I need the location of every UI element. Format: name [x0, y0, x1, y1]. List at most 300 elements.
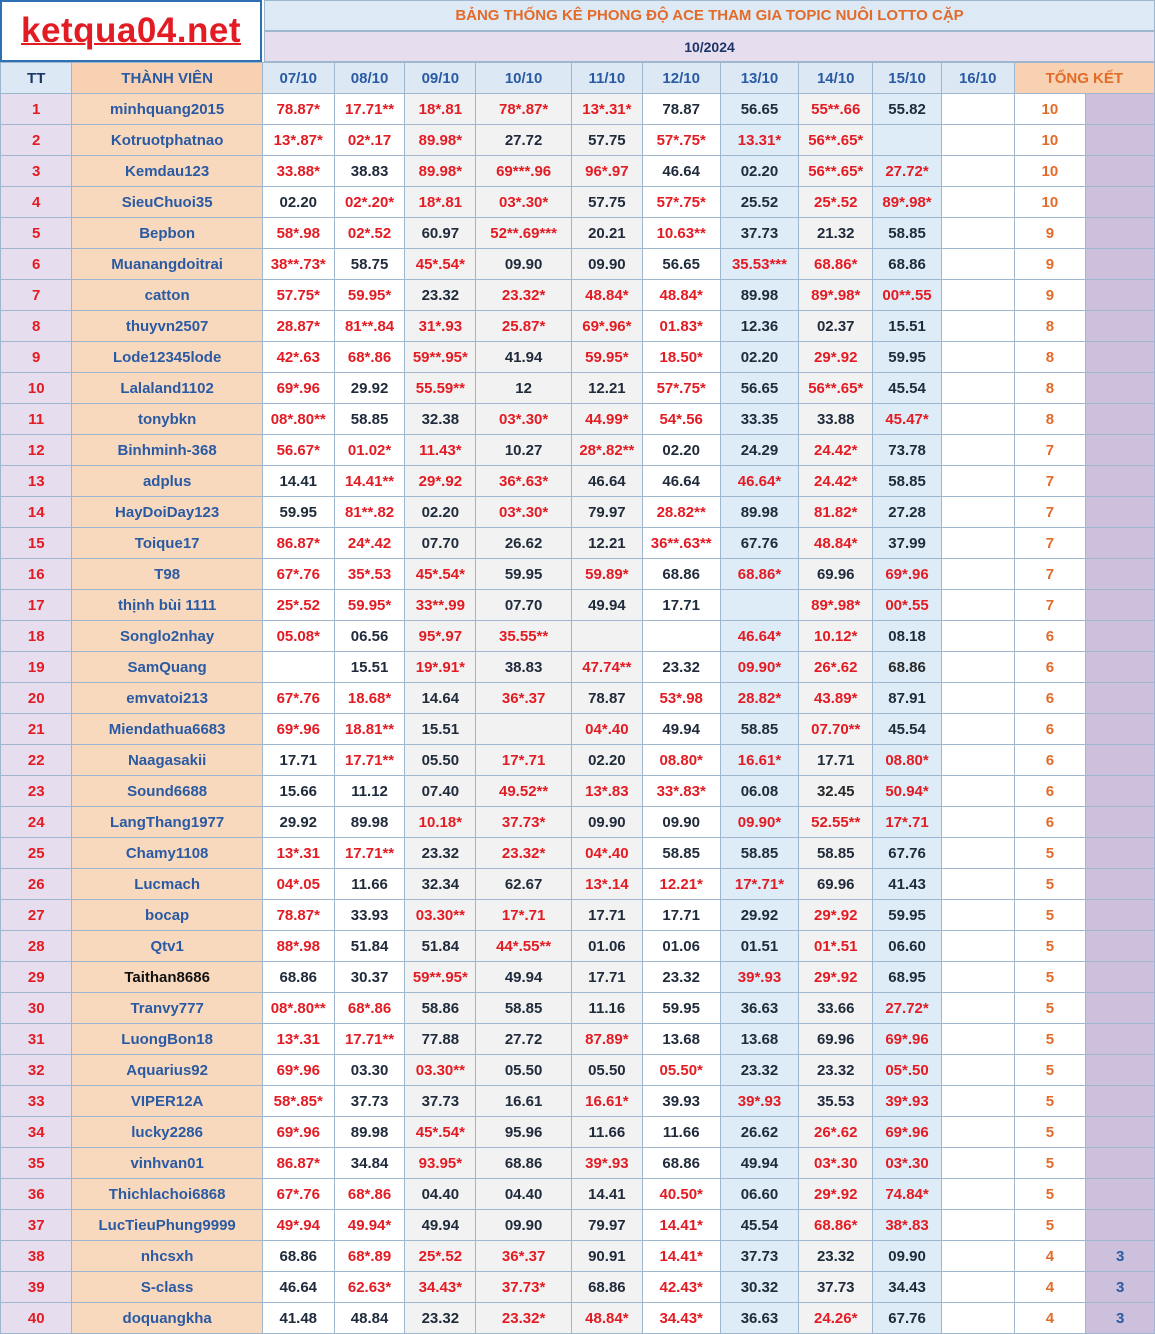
member-name[interactable]: nhcsxh	[72, 1241, 262, 1272]
member-name[interactable]: Lalaland1102	[72, 373, 262, 404]
score-cell	[941, 714, 1014, 745]
table-row	[1, 1241, 1155, 1272]
member-name[interactable]: HayDoiDay123	[72, 497, 262, 528]
score-cell: 34.43*	[642, 1303, 720, 1334]
summary-extra	[1086, 776, 1155, 807]
row-number: 36	[1, 1179, 72, 1210]
score-cell: 17*.71	[873, 807, 942, 838]
total-score: 10	[1014, 94, 1086, 125]
score-cell	[941, 1241, 1014, 1272]
table-row	[1, 373, 1155, 404]
score-cell: 67.76	[720, 528, 799, 559]
score-cell: 01.06	[571, 931, 642, 962]
score-cell: 07.70	[476, 590, 572, 621]
score-cell	[941, 373, 1014, 404]
score-cell: 35*.53	[334, 559, 405, 590]
score-cell	[941, 497, 1014, 528]
score-cell: 03*.30*	[476, 497, 572, 528]
score-cell	[941, 1055, 1014, 1086]
total-score: 6	[1014, 745, 1086, 776]
score-cell: 39*.93	[571, 1148, 642, 1179]
score-cell: 14.41	[262, 466, 334, 497]
score-cell: 69*.96	[873, 1117, 942, 1148]
score-cell	[941, 621, 1014, 652]
member-name[interactable]: Kotruotphatnao	[72, 125, 262, 156]
score-cell: 68.86	[262, 962, 334, 993]
score-cell: 13*.14	[571, 869, 642, 900]
score-cell: 11.66	[571, 1117, 642, 1148]
total-score: 5	[1014, 1210, 1086, 1241]
score-cell: 49.94	[476, 962, 572, 993]
score-cell: 59.89*	[571, 559, 642, 590]
score-cell: 59.95	[642, 993, 720, 1024]
score-cell: 04.40	[476, 1179, 572, 1210]
title-text: BẢNG THỐNG KÊ PHONG ĐỘ ACE THAM GIA TOPIC NUÔI LOTTO CẶP	[455, 7, 964, 24]
score-cell: 37.73*	[476, 1272, 572, 1303]
logo-text: ketqua04.net	[21, 11, 241, 50]
member-name[interactable]: catton	[72, 280, 262, 311]
member-name[interactable]: bocap	[72, 900, 262, 931]
score-cell: 29*.92	[799, 900, 873, 931]
table-row	[1, 962, 1155, 993]
score-cell: 45.54	[873, 714, 942, 745]
member-name[interactable]: Lode12345lode	[72, 342, 262, 373]
score-cell: 24*.42	[334, 528, 405, 559]
score-cell: 58.85	[642, 838, 720, 869]
total-score: 8	[1014, 311, 1086, 342]
score-cell	[941, 249, 1014, 280]
total-score: 6	[1014, 776, 1086, 807]
score-cell: 13*.31	[262, 1024, 334, 1055]
member-name[interactable]: minhquang2015	[72, 94, 262, 125]
score-cell: 04*.40	[571, 838, 642, 869]
score-cell: 68.86	[476, 1148, 572, 1179]
score-cell	[941, 683, 1014, 714]
score-cell: 49.94	[405, 1210, 476, 1241]
score-cell: 26.62	[476, 528, 572, 559]
score-cell: 37.99	[873, 528, 942, 559]
table-row	[1, 1148, 1155, 1179]
summary-extra	[1086, 94, 1155, 125]
score-cell: 47.74**	[571, 652, 642, 683]
row-number: 25	[1, 838, 72, 869]
score-cell: 60.97	[405, 218, 476, 249]
table-row	[1, 125, 1155, 156]
score-cell	[873, 125, 942, 156]
stats-table	[0, 62, 1155, 1334]
summary-extra	[1086, 187, 1155, 218]
row-number: 33	[1, 1086, 72, 1117]
member-name[interactable]: Songlo2nhay	[72, 621, 262, 652]
table-row	[1, 559, 1155, 590]
score-cell: 02.20	[405, 497, 476, 528]
member-name[interactable]: Muanangdoitrai	[72, 249, 262, 280]
member-name[interactable]: Aquarius92	[72, 1055, 262, 1086]
score-cell: 20.21	[571, 218, 642, 249]
score-cell: 59.95	[262, 497, 334, 528]
row-number: 21	[1, 714, 72, 745]
score-cell: 49.94*	[334, 1210, 405, 1241]
row-number: 12	[1, 435, 72, 466]
score-cell: 69***.96	[476, 156, 572, 187]
row-number: 10	[1, 373, 72, 404]
table-row	[1, 94, 1155, 125]
score-cell: 89*.98*	[799, 590, 873, 621]
score-cell: 07.40	[405, 776, 476, 807]
score-cell: 03*.30*	[476, 404, 572, 435]
row-number: 35	[1, 1148, 72, 1179]
score-cell: 73.78	[873, 435, 942, 466]
score-cell: 68*.89	[334, 1241, 405, 1272]
score-cell: 35.53	[799, 1086, 873, 1117]
score-cell: 12.21	[571, 373, 642, 404]
score-cell	[941, 1148, 1014, 1179]
summary-extra	[1086, 931, 1155, 962]
summary-extra	[1086, 1055, 1155, 1086]
score-cell: 81**.84	[334, 311, 405, 342]
score-cell: 49.94	[720, 1148, 799, 1179]
table-row	[1, 1055, 1155, 1086]
summary-extra	[1086, 497, 1155, 528]
member-name[interactable]: thịnh bùi 1111	[72, 590, 262, 621]
summary-extra	[1086, 125, 1155, 156]
score-cell: 18.50*	[642, 342, 720, 373]
member-name[interactable]: SieuChuoi35	[72, 187, 262, 218]
total-score: 4	[1014, 1272, 1086, 1303]
member-name[interactable]: doquangkha	[72, 1303, 262, 1334]
score-cell	[941, 745, 1014, 776]
summary-extra	[1086, 528, 1155, 559]
member-name[interactable]: T98	[72, 559, 262, 590]
score-cell: 12.36	[720, 311, 799, 342]
score-cell: 58.85	[720, 838, 799, 869]
score-cell: 06.56	[334, 621, 405, 652]
member-name[interactable]: Sound6688	[72, 776, 262, 807]
member-name[interactable]: vinhvan01	[72, 1148, 262, 1179]
total-score: 7	[1014, 559, 1086, 590]
score-cell: 48.84*	[571, 280, 642, 311]
score-cell: 69*.96	[262, 1055, 334, 1086]
member-name[interactable]: Thichlachoi6868	[72, 1179, 262, 1210]
total-score: 5	[1014, 1055, 1086, 1086]
member-name[interactable]: tonybkn	[72, 404, 262, 435]
member-name[interactable]: Taithan8686	[72, 962, 262, 993]
score-cell: 17.71	[571, 962, 642, 993]
score-cell: 62.63*	[334, 1272, 405, 1303]
table-row	[1, 1024, 1155, 1055]
score-cell: 58.85	[873, 218, 942, 249]
table-row	[1, 280, 1155, 311]
score-cell	[941, 466, 1014, 497]
summary-extra	[1086, 714, 1155, 745]
summary-extra	[1086, 249, 1155, 280]
score-cell: 52**.69***	[476, 218, 572, 249]
score-cell: 33.88*	[262, 156, 334, 187]
header-summary: TỔNG KẾT	[1014, 63, 1154, 94]
score-cell: 29.92	[720, 900, 799, 931]
row-number: 2	[1, 125, 72, 156]
member-name[interactable]: LuongBon18	[72, 1024, 262, 1055]
score-cell: 33**.99	[405, 590, 476, 621]
summary-extra	[1086, 1179, 1155, 1210]
score-cell: 67*.76	[262, 683, 334, 714]
summary-extra: 3	[1086, 1272, 1155, 1303]
table-row	[1, 900, 1155, 931]
member-name[interactable]: lucky2286	[72, 1117, 262, 1148]
score-cell: 68.86	[642, 1148, 720, 1179]
score-cell: 29.92	[262, 807, 334, 838]
header-date: 11/10	[571, 63, 642, 94]
score-cell: 08*.80**	[262, 404, 334, 435]
score-cell: 27.28	[873, 497, 942, 528]
member-name[interactable]: S-class	[72, 1272, 262, 1303]
table-row	[1, 528, 1155, 559]
score-cell: 38**.73*	[262, 249, 334, 280]
score-cell: 58.85	[799, 838, 873, 869]
score-cell: 23.32*	[476, 280, 572, 311]
score-cell: 17.71**	[334, 838, 405, 869]
score-cell: 29*.92	[799, 962, 873, 993]
score-cell: 41.94	[476, 342, 572, 373]
score-cell: 36.63	[720, 993, 799, 1024]
score-cell: 96*.97	[571, 156, 642, 187]
score-cell: 10.12*	[799, 621, 873, 652]
table-row	[1, 745, 1155, 776]
score-cell: 11.66	[334, 869, 405, 900]
member-name[interactable]: SamQuang	[72, 652, 262, 683]
summary-extra	[1086, 838, 1155, 869]
score-cell: 57.75*	[262, 280, 334, 311]
score-cell: 67.76	[873, 838, 942, 869]
member-name[interactable]: emvatoi213	[72, 683, 262, 714]
total-score: 7	[1014, 435, 1086, 466]
score-cell: 95.96	[476, 1117, 572, 1148]
row-number: 18	[1, 621, 72, 652]
row-number: 4	[1, 187, 72, 218]
score-cell: 14.41*	[642, 1241, 720, 1272]
score-cell: 16.61*	[571, 1086, 642, 1117]
score-cell: 13*.83	[571, 776, 642, 807]
score-cell: 48.84*	[799, 528, 873, 559]
score-cell: 34.43*	[405, 1272, 476, 1303]
score-cell: 36**.63**	[642, 528, 720, 559]
score-cell: 01.51	[720, 931, 799, 962]
member-name[interactable]: Lucmach	[72, 869, 262, 900]
member-name[interactable]: Kemdau123	[72, 156, 262, 187]
score-cell: 02.20	[571, 745, 642, 776]
table-row	[1, 404, 1155, 435]
score-cell: 30.32	[720, 1272, 799, 1303]
score-cell	[941, 1086, 1014, 1117]
score-cell: 09.90	[476, 1210, 572, 1241]
score-cell: 57.75	[571, 125, 642, 156]
score-cell: 18*.81	[405, 94, 476, 125]
row-number: 3	[1, 156, 72, 187]
summary-extra: 3	[1086, 1241, 1155, 1272]
row-number: 16	[1, 559, 72, 590]
member-name[interactable]: Qtv1	[72, 931, 262, 962]
row-number: 32	[1, 1055, 72, 1086]
member-name[interactable]: Binhminh-368	[72, 435, 262, 466]
score-cell: 37.73	[720, 1241, 799, 1272]
score-cell: 59**.95*	[405, 342, 476, 373]
summary-extra	[1086, 1117, 1155, 1148]
total-score: 5	[1014, 1117, 1086, 1148]
summary-extra	[1086, 1210, 1155, 1241]
score-cell: 27.72	[476, 1024, 572, 1055]
score-cell	[941, 218, 1014, 249]
score-cell	[476, 714, 572, 745]
member-name[interactable]: adplus	[72, 466, 262, 497]
score-cell: 03.30	[334, 1055, 405, 1086]
member-name[interactable]: LangThang1977	[72, 807, 262, 838]
score-cell: 69*.96*	[571, 311, 642, 342]
score-cell: 01.83*	[642, 311, 720, 342]
member-name[interactable]: Chamy1108	[72, 838, 262, 869]
score-cell: 46.64	[642, 156, 720, 187]
score-cell: 57*.75*	[642, 125, 720, 156]
total-score: 4	[1014, 1303, 1086, 1334]
score-cell: 13*.31	[262, 838, 334, 869]
member-name[interactable]: Miendathua6683	[72, 714, 262, 745]
table-row	[1, 1303, 1155, 1334]
table-row	[1, 714, 1155, 745]
score-cell: 41.48	[262, 1303, 334, 1334]
member-name[interactable]: Naagasakii	[72, 745, 262, 776]
score-cell: 40.50*	[642, 1179, 720, 1210]
table-row	[1, 838, 1155, 869]
total-score: 7	[1014, 590, 1086, 621]
score-cell: 04*.05	[262, 869, 334, 900]
score-cell	[941, 187, 1014, 218]
score-cell: 90.91	[571, 1241, 642, 1272]
score-cell: 48.84*	[571, 1303, 642, 1334]
score-cell: 89.98	[720, 497, 799, 528]
score-cell: 69.96	[799, 869, 873, 900]
score-cell: 14.41	[571, 1179, 642, 1210]
row-number: 19	[1, 652, 72, 683]
member-name[interactable]: Bepbon	[72, 218, 262, 249]
score-cell: 04*.40	[571, 714, 642, 745]
header-member: THÀNH VIÊN	[72, 63, 262, 94]
score-cell: 05.50*	[642, 1055, 720, 1086]
score-cell	[941, 931, 1014, 962]
summary-extra	[1086, 1148, 1155, 1179]
score-cell: 58.75	[334, 249, 405, 280]
score-cell: 56**.65*	[799, 156, 873, 187]
score-cell: 15.51	[405, 714, 476, 745]
row-number: 7	[1, 280, 72, 311]
score-cell: 38*.83	[873, 1210, 942, 1241]
score-cell	[941, 900, 1014, 931]
row-number: 14	[1, 497, 72, 528]
score-cell: 11.12	[334, 776, 405, 807]
score-cell	[941, 962, 1014, 993]
score-cell: 33.93	[334, 900, 405, 931]
score-cell: 69.96	[799, 1024, 873, 1055]
total-score: 7	[1014, 497, 1086, 528]
site-logo[interactable]	[0, 0, 262, 62]
row-number: 5	[1, 218, 72, 249]
score-cell: 89.98	[334, 807, 405, 838]
score-cell: 78*.87*	[476, 94, 572, 125]
member-name[interactable]: Tranvy777	[72, 993, 262, 1024]
row-number: 6	[1, 249, 72, 280]
member-name[interactable]: VIPER12A	[72, 1086, 262, 1117]
table-row	[1, 683, 1155, 714]
header-date: 08/10	[334, 63, 405, 94]
total-score: 7	[1014, 466, 1086, 497]
score-cell: 18.81**	[334, 714, 405, 745]
score-cell: 33.66	[799, 993, 873, 1024]
score-cell: 00*.55	[873, 590, 942, 621]
score-cell: 68.86*	[720, 559, 799, 590]
score-cell: 68.86	[262, 1241, 334, 1272]
score-cell	[941, 311, 1014, 342]
table-row	[1, 776, 1155, 807]
score-cell: 46.64*	[720, 466, 799, 497]
score-cell: 33.88	[799, 404, 873, 435]
row-number: 20	[1, 683, 72, 714]
score-cell: 67.76	[873, 1303, 942, 1334]
score-cell: 68.86	[571, 1272, 642, 1303]
score-cell: 46.64	[262, 1272, 334, 1303]
summary-extra	[1086, 559, 1155, 590]
header-tt: TT	[1, 63, 72, 94]
score-cell: 03.30**	[405, 1055, 476, 1086]
score-cell: 34.43	[873, 1272, 942, 1303]
score-cell: 10.18*	[405, 807, 476, 838]
score-cell: 49.52**	[476, 776, 572, 807]
score-cell: 88*.98	[262, 931, 334, 962]
table-row	[1, 435, 1155, 466]
score-cell: 55.82	[873, 94, 942, 125]
score-cell: 45.54	[873, 373, 942, 404]
score-cell: 09.90	[571, 807, 642, 838]
score-cell: 45*.54*	[405, 559, 476, 590]
score-cell: 58.85	[873, 466, 942, 497]
member-name[interactable]: thuyvn2507	[72, 311, 262, 342]
score-cell: 14.41**	[334, 466, 405, 497]
score-cell	[941, 1117, 1014, 1148]
score-cell: 68*.86	[334, 993, 405, 1024]
score-cell: 03.30**	[405, 900, 476, 931]
total-score: 6	[1014, 807, 1086, 838]
score-cell: 13*.31*	[571, 94, 642, 125]
total-score: 5	[1014, 900, 1086, 931]
score-cell: 25*.52	[262, 590, 334, 621]
score-cell: 08.80*	[642, 745, 720, 776]
member-name[interactable]: LucTieuPhung9999	[72, 1210, 262, 1241]
score-cell: 13.31*	[720, 125, 799, 156]
summary-extra	[1086, 342, 1155, 373]
score-cell: 00**.55	[873, 280, 942, 311]
score-cell: 02*.52	[334, 218, 405, 249]
total-score: 9	[1014, 280, 1086, 311]
table-row	[1, 156, 1155, 187]
score-cell: 29*.92	[799, 342, 873, 373]
row-number: 40	[1, 1303, 72, 1334]
score-cell: 21.32	[799, 218, 873, 249]
score-cell: 93.95*	[405, 1148, 476, 1179]
score-cell: 56.67*	[262, 435, 334, 466]
member-name[interactable]: Toique17	[72, 528, 262, 559]
score-cell: 17.71	[642, 900, 720, 931]
score-cell: 23.32	[642, 652, 720, 683]
score-cell: 05.08*	[262, 621, 334, 652]
table-row	[1, 807, 1155, 838]
score-cell: 81**.82	[334, 497, 405, 528]
